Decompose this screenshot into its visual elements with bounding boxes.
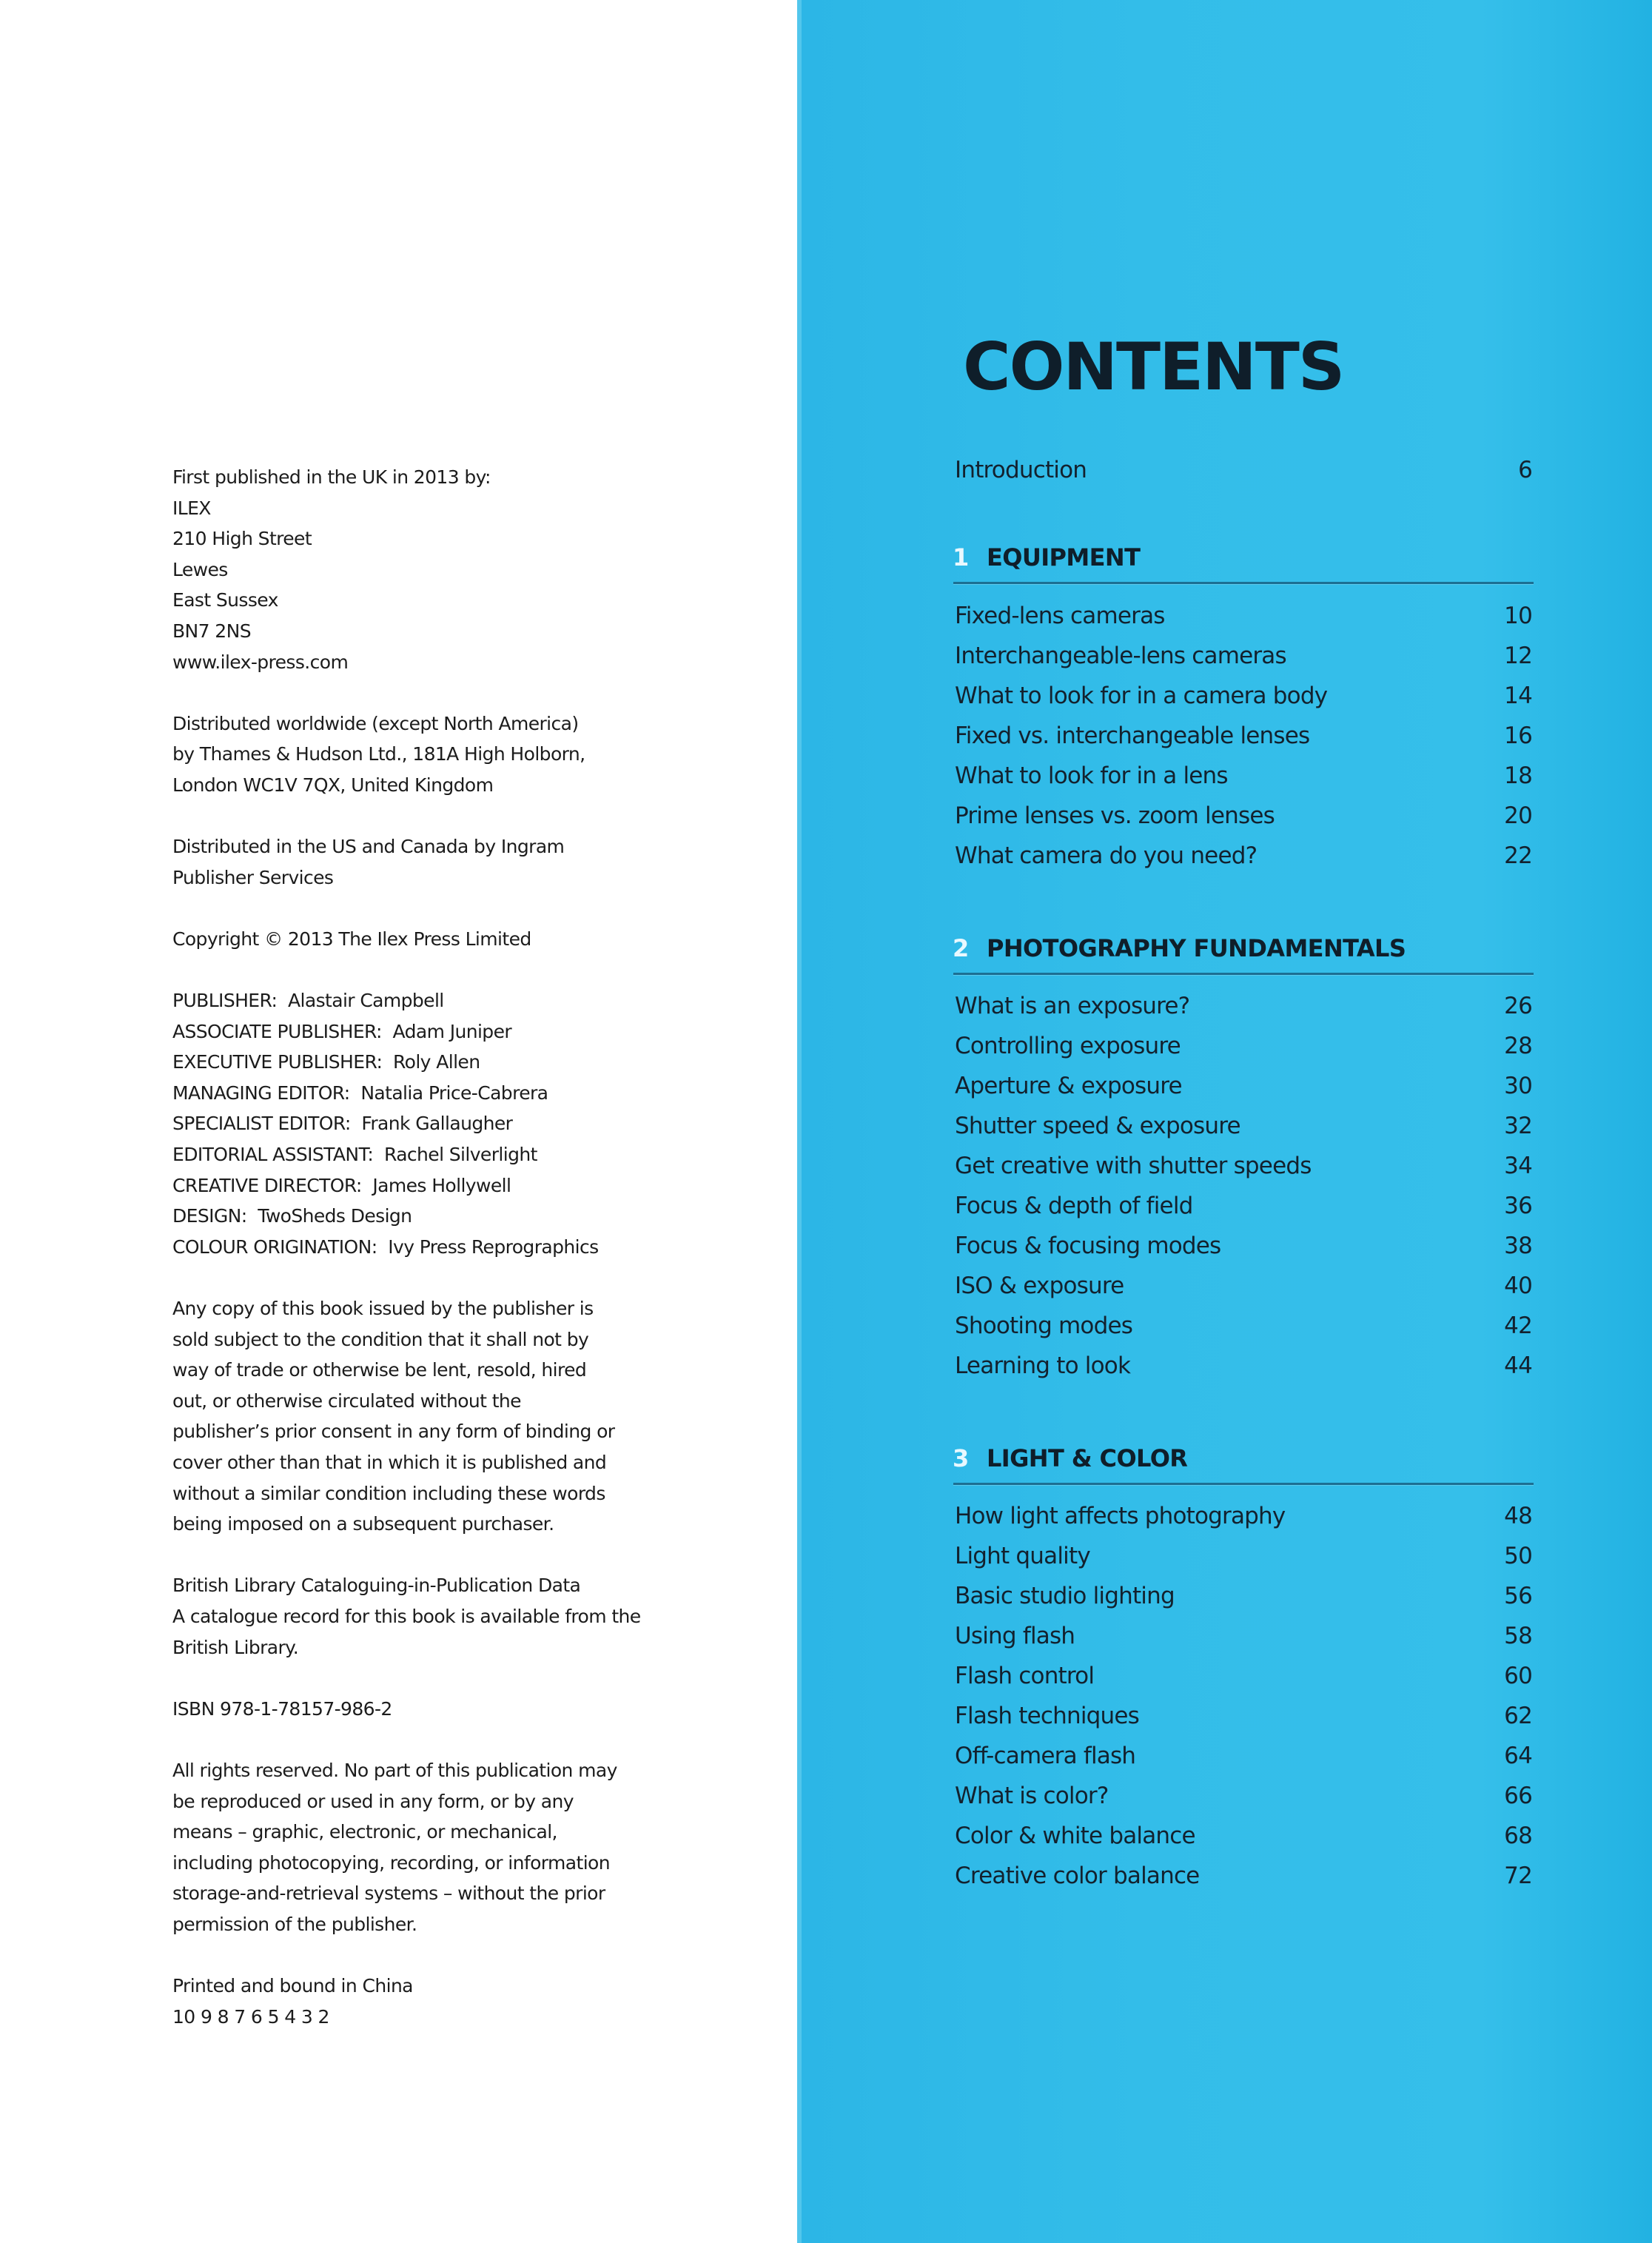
toc-entry-label: Prime lenses vs. zoom lenses <box>955 802 1275 829</box>
toc-page-number: 60 <box>1504 1663 1532 1689</box>
toc-entry[interactable] <box>955 986 1532 1026</box>
credit-line <box>172 1078 705 1109</box>
credit-line <box>172 1139 705 1170</box>
distribution-us <box>172 831 705 893</box>
toc-page-number: 50 <box>1504 1543 1532 1569</box>
cip-data <box>172 1570 705 1663</box>
toc-entry-label: Fixed-lens cameras <box>955 603 1165 629</box>
toc-entry[interactable] <box>955 636 1532 676</box>
toc-entry-label: What to look for in a lens <box>955 762 1228 789</box>
toc-page-number: 40 <box>1504 1273 1532 1299</box>
toc-page-number: 68 <box>1504 1823 1532 1849</box>
toc-entry-label: Introduction <box>955 457 1087 483</box>
toc-entry-label: Controlling exposure <box>955 1033 1181 1059</box>
imprint-line: British Library Cataloguing-in-Publication Data <box>172 1575 581 1597</box>
toc-entry[interactable] <box>955 1226 1532 1266</box>
imprint-line: First published in the UK in 2013 by: <box>172 466 491 488</box>
toc-page-number: 6 <box>1518 457 1532 483</box>
imprint-line: London WC1V 7QX, United Kingdom <box>172 774 494 796</box>
imprint-line: Distributed in the US and Canada by Ingram <box>172 836 565 858</box>
toc-page-number: 72 <box>1504 1863 1532 1889</box>
isbn-line: ISBN 978-1-78157-986-2 <box>172 1697 392 1720</box>
toc-page-number: 36 <box>1504 1193 1532 1219</box>
credit-line <box>172 1232 705 1263</box>
section-header-light-and-color <box>953 1440 1533 1477</box>
imprint-line: All rights reserved. No part of this publication may <box>172 1759 617 1781</box>
toc-page-number: 44 <box>1504 1352 1532 1379</box>
toc-page-number: 12 <box>1504 643 1532 669</box>
toc-entry-label: Off-camera flash <box>955 1743 1136 1769</box>
printing-info <box>172 1971 705 2032</box>
imprint-line: means – graphic, electronic, or mechanical, <box>172 1821 557 1843</box>
toc-entry[interactable] <box>955 756 1532 796</box>
toc-page-number: 56 <box>1504 1583 1532 1609</box>
imprint-line: be reproduced or used in any form, or by any <box>172 1790 574 1812</box>
imprint-line: sold subject to the condition that it shall not by <box>172 1328 589 1350</box>
toc-entry-label: Basic studio lighting <box>955 1583 1175 1609</box>
contents-title: CONTENTS <box>963 329 1344 405</box>
imprint-line: including photocopying, recording, or information <box>172 1851 610 1874</box>
credit-role: EXECUTIVE PUBLISHER: <box>172 1051 383 1073</box>
printed-in: Printed and bound in China <box>172 1975 413 1997</box>
credit-line <box>172 1016 705 1047</box>
section-title: PHOTOGRAPHY FUNDAMENTALS <box>987 934 1406 962</box>
credit-name: James Hollywell <box>372 1174 511 1196</box>
imprint-line: A catalogue record for this book is available from the <box>172 1605 641 1627</box>
toc-page-number: 10 <box>1504 603 1532 629</box>
toc-entry[interactable] <box>955 1736 1532 1776</box>
toc-entry[interactable] <box>955 1026 1532 1066</box>
toc-entry[interactable] <box>955 1616 1532 1656</box>
toc-page-number: 58 <box>1504 1623 1532 1649</box>
toc-entry-label: How light affects photography <box>955 1503 1286 1529</box>
credit-name: Adam Juniper <box>392 1020 512 1042</box>
toc-entry-label: ISO & exposure <box>955 1273 1124 1299</box>
toc-entry-label: Get creative with shutter speeds <box>955 1153 1312 1179</box>
toc-entry[interactable] <box>955 1536 1532 1576</box>
toc-page-number: 22 <box>1504 842 1532 869</box>
credit-name: Frank Gallaugher <box>361 1113 513 1135</box>
imprint-line: publisher’s prior consent in any form of binding or <box>172 1421 615 1443</box>
toc-page-number: 62 <box>1504 1703 1532 1729</box>
distribution-worldwide <box>172 708 705 801</box>
toc-entry-label: Flash techniques <box>955 1703 1140 1729</box>
toc-entry-label: Light quality <box>955 1543 1090 1569</box>
toc-page-number: 64 <box>1504 1743 1532 1769</box>
toc-entry-label: Using flash <box>955 1623 1075 1649</box>
toc-entry[interactable] <box>955 1496 1532 1536</box>
toc-page-number: 30 <box>1504 1073 1532 1099</box>
toc-entry[interactable] <box>955 1266 1532 1306</box>
credit-name: Roly Allen <box>392 1051 480 1073</box>
toc-entry-label: Focus & focusing modes <box>955 1233 1221 1259</box>
toc-entry-label: Flash control <box>955 1663 1095 1689</box>
section-header-photography-fundamentals <box>953 930 1533 967</box>
toc-page-number: 38 <box>1504 1233 1532 1259</box>
toc-page-number: 48 <box>1504 1503 1532 1529</box>
address-postcode: BN7 2NS <box>172 620 251 642</box>
toc-entry[interactable] <box>955 1106 1532 1146</box>
imprint-line: cover other than that in which it is published and <box>172 1452 607 1473</box>
toc-entry[interactable] <box>955 1696 1532 1736</box>
toc-entry[interactable] <box>955 596 1532 636</box>
print-run-line: 10 9 8 7 6 5 4 3 2 <box>172 2005 329 2028</box>
section-number: 1 <box>953 543 969 571</box>
section-title: LIGHT & COLOR <box>987 1444 1188 1472</box>
section-divider <box>953 582 1534 585</box>
toc-page-number: 16 <box>1504 722 1532 749</box>
credit-name: Ivy Press Reprographics <box>388 1236 599 1258</box>
credit-name: Rachel Silverlight <box>383 1144 537 1166</box>
toc-page-number: 28 <box>1504 1033 1532 1059</box>
toc-entry[interactable] <box>955 716 1532 756</box>
rights-reserved <box>172 1755 705 1940</box>
credit-line <box>172 1047 705 1078</box>
conditions-of-sale <box>172 1293 705 1540</box>
address-town: Lewes <box>172 558 228 580</box>
credit-role: PUBLISHER: <box>172 990 278 1012</box>
credit-name: Natalia Price-Cabrera <box>360 1082 548 1104</box>
toc-entry-label: What is color? <box>955 1783 1109 1809</box>
section-number: 2 <box>953 934 969 962</box>
toc-page-number: 34 <box>1504 1153 1532 1179</box>
imprint-line: permission of the publisher. <box>172 1913 417 1935</box>
toc-page-number: 42 <box>1504 1312 1532 1339</box>
toc-entry-label: Fixed vs. interchangeable lenses <box>955 722 1310 749</box>
imprint-line: Publisher Services <box>172 866 334 888</box>
toc-entry-label: Shooting modes <box>955 1312 1133 1339</box>
toc-entry-label: What camera do you need? <box>955 842 1258 869</box>
toc-entry-label: Shutter speed & exposure <box>955 1113 1240 1139</box>
address-county: East Sussex <box>172 589 278 611</box>
credits-list <box>172 985 705 1262</box>
toc-page-number: 26 <box>1504 993 1532 1019</box>
toc-entry[interactable] <box>955 1346 1532 1386</box>
toc-entry[interactable] <box>955 676 1532 716</box>
imprint-line: way of trade or otherwise be lent, resold, hired <box>172 1359 587 1381</box>
toc-entry[interactable] <box>955 1656 1532 1696</box>
imprint-line: Distributed worldwide (except North America) <box>172 712 579 734</box>
toc-entry[interactable] <box>955 796 1532 836</box>
copyright-notice <box>172 924 705 955</box>
toc-entry[interactable] <box>955 1776 1532 1816</box>
credit-name: TwoSheds Design <box>258 1205 412 1227</box>
toc-entry[interactable] <box>955 1306 1532 1346</box>
credit-line <box>172 1108 705 1139</box>
toc-entry-label: Interchangeable-lens cameras <box>955 643 1286 669</box>
imprint-page <box>0 0 797 2243</box>
credit-role: ASSOCIATE PUBLISHER: <box>172 1020 382 1042</box>
toc-entry[interactable] <box>955 1576 1532 1616</box>
credit-line <box>172 1170 705 1201</box>
credit-role: CREATIVE DIRECTOR: <box>172 1174 362 1196</box>
credit-role: EDITORIAL ASSISTANT: <box>172 1144 374 1166</box>
section-number: 3 <box>953 1444 969 1472</box>
toc-entry[interactable] <box>955 1186 1532 1226</box>
imprint-text <box>172 462 705 2063</box>
toc-entry[interactable] <box>955 1816 1532 1856</box>
copyright-line: Copyright © 2013 The Ilex Press Limited <box>172 928 531 950</box>
toc-page-number: 14 <box>1504 683 1532 709</box>
toc-entry-label: Creative color balance <box>955 1863 1200 1889</box>
section-title: EQUIPMENT <box>987 543 1141 571</box>
address-street: 210 High Street <box>172 528 312 550</box>
toc-entry-label: Learning to look <box>955 1352 1131 1379</box>
toc-entry[interactable] <box>955 1856 1532 1896</box>
toc-page-number: 66 <box>1504 1783 1532 1809</box>
imprint-line: out, or otherwise circulated without the <box>172 1389 521 1412</box>
toc-entry[interactable] <box>955 836 1532 876</box>
credit-role: MANAGING EDITOR: <box>172 1082 350 1104</box>
imprint-line: British Library. <box>172 1636 299 1658</box>
toc-entry-label: Aperture & exposure <box>955 1073 1182 1099</box>
toc-entry-label: What is an exposure? <box>955 993 1190 1019</box>
toc-page-number: 32 <box>1504 1113 1532 1139</box>
credit-role: COLOUR ORIGINATION: <box>172 1236 377 1258</box>
credit-role: SPECIALIST EDITOR: <box>172 1113 351 1135</box>
toc-entry-label: What to look for in a camera body <box>955 683 1328 709</box>
imprint-line: being imposed on a subsequent purchaser. <box>172 1513 554 1535</box>
toc-page-number: 20 <box>1504 802 1532 829</box>
publisher-website: www.ilex-press.com <box>172 651 349 673</box>
imprint-line: without a similar condition including these words <box>172 1482 605 1504</box>
toc-entry-label: Focus & depth of field <box>955 1193 1193 1219</box>
credit-role: DESIGN: <box>172 1205 247 1227</box>
toc-entry-label: Color & white balance <box>955 1823 1195 1849</box>
toc-entry[interactable] <box>955 1066 1532 1106</box>
publisher-address <box>172 462 705 677</box>
credit-line <box>172 1201 705 1232</box>
toc-page-number: 18 <box>1504 762 1532 789</box>
section-header-equipment <box>953 539 1533 576</box>
imprint-line: by Thames & Hudson Ltd., 181A High Holborn, <box>172 743 585 765</box>
imprint-line: Any copy of this book issued by the publisher is <box>172 1298 594 1320</box>
credit-line <box>172 985 705 1016</box>
toc-entry[interactable] <box>955 1146 1532 1186</box>
isbn <box>172 1694 705 1725</box>
publisher-name: ILEX <box>172 497 211 519</box>
imprint-line: storage-and-retrieval systems – without the prior <box>172 1882 605 1905</box>
toc-entry-introduction[interactable] <box>955 450 1532 490</box>
credit-name: Alastair Campbell <box>288 990 444 1012</box>
section-divider <box>953 973 1534 976</box>
contents-page <box>797 0 1652 2243</box>
section-divider <box>953 1483 1534 1486</box>
